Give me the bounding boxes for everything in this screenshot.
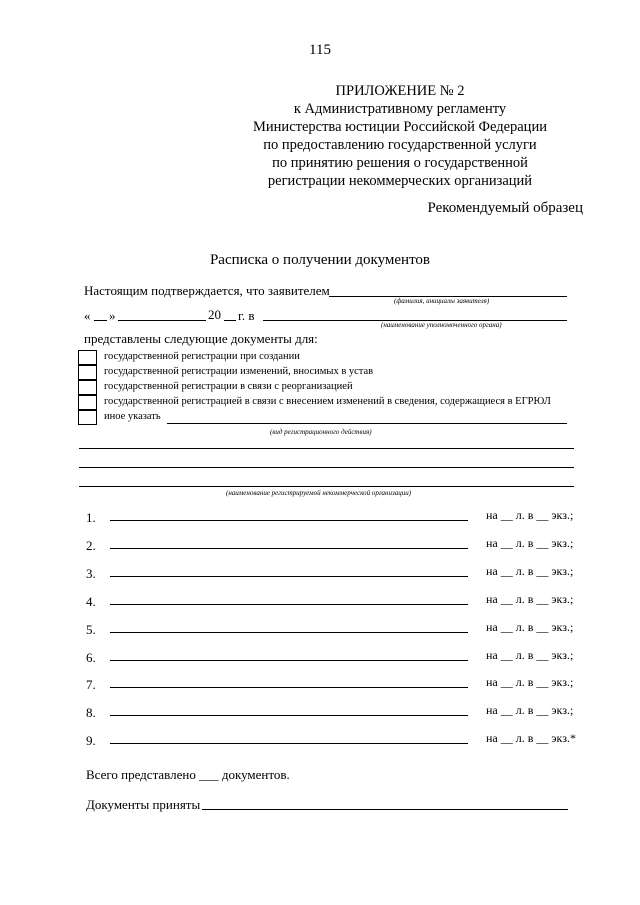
appendix-line: регистрации некоммерческих организаций (267, 173, 533, 189)
option-label: государственной регистрации в связи с реорганизацией (104, 381, 353, 392)
recommended-sample-label: Рекомендуемый образец (427, 200, 583, 216)
checkbox-other[interactable] (78, 410, 97, 425)
item-number: 9. (86, 733, 96, 748)
year-field[interactable] (224, 320, 236, 321)
month-field[interactable] (118, 320, 206, 321)
item-name-field[interactable] (110, 660, 468, 661)
org-name-line[interactable] (79, 467, 574, 468)
date-close-quote: » (109, 308, 116, 323)
item-quantity: на __ л. в __ экз.* (486, 731, 576, 745)
submitted-text: представлены следующие документы для: (84, 331, 318, 346)
checkbox-egrul-changes[interactable] (78, 395, 97, 410)
item-quantity: на __ л. в __ экз.; (486, 648, 574, 662)
item-number: 3. (86, 566, 96, 581)
total-suffix: документов. (221, 767, 290, 782)
item-number: 5. (86, 622, 96, 637)
item-name-field[interactable] (110, 632, 468, 633)
item-name-field[interactable] (110, 576, 468, 577)
page-number: 115 (309, 42, 331, 58)
total-submitted (86, 767, 290, 783)
item-number: 7. (86, 677, 96, 692)
option-label: государственной регистрации изменений, вносимых в устав (104, 366, 374, 377)
caption-action: (вид регистрационного действия) (270, 428, 372, 436)
option-label: государственной регистрации при создании (104, 351, 300, 362)
appendix-line: по принятию решения о государственной (272, 155, 528, 171)
day-field[interactable] (94, 320, 107, 321)
item-name-field[interactable] (110, 687, 468, 688)
item-quantity: на __ л. в __ экз.; (486, 564, 574, 578)
total-prefix: Всего представлено (86, 767, 196, 782)
year-prefix: 20 (208, 307, 221, 322)
appendix-line: по предоставлению государственной услуги (263, 137, 537, 153)
item-name-field[interactable] (110, 548, 468, 549)
item-name-field[interactable] (110, 520, 468, 521)
checkbox-charter-changes[interactable] (78, 365, 97, 380)
item-quantity: на __ л. в __ экз.; (486, 620, 574, 634)
appendix-line: к Административному регламенту (293, 101, 507, 117)
document-title: Расписка о получении документов (209, 252, 431, 268)
item-quantity: на __ л. в __ экз.; (486, 508, 574, 522)
item-number: 4. (86, 594, 96, 609)
caption-org: (наименование регистрируемой некоммерческой организации) (226, 489, 412, 497)
appendix-line: Министерства юстиции Российской Федерации (253, 119, 547, 135)
org-name-line[interactable] (79, 486, 574, 487)
item-name-field[interactable] (110, 715, 468, 716)
accepted-label: Документы приняты (86, 797, 201, 812)
other-specify-field[interactable] (167, 423, 567, 424)
item-number: 8. (86, 705, 96, 720)
confirm-text: Настоящим подтверждается, что заявителем (84, 283, 330, 298)
caption-applicant: (фамилия, инициалы заявителя) (394, 297, 490, 305)
org-name-line[interactable] (79, 448, 574, 449)
year-suffix: г. в (238, 308, 255, 323)
checkbox-reorganization[interactable] (78, 380, 97, 395)
item-name-field[interactable] (110, 604, 468, 605)
option-label: иное указать (104, 411, 161, 422)
item-quantity: на __ л. в __ экз.; (486, 592, 574, 606)
option-label: государственной регистрацией в связи с внесением изменений в сведения, содержащиеся в ЕГРЮЛ (104, 396, 551, 407)
item-quantity: на __ л. в __ экз.; (486, 536, 574, 550)
item-name-field[interactable] (110, 743, 468, 744)
item-number: 2. (86, 538, 96, 553)
checkbox-creation[interactable] (78, 350, 97, 365)
caption-authority: (наименование уполномоченного органа) (381, 321, 502, 329)
item-number: 1. (86, 510, 96, 525)
item-number: 6. (86, 650, 96, 665)
total-count-field[interactable]: ___ (199, 767, 219, 782)
accepted-by-field[interactable] (202, 809, 568, 810)
item-quantity: на __ л. в __ экз.; (486, 675, 574, 689)
appendix-heading: ПРИЛОЖЕНИЕ № 2 (335, 83, 465, 99)
appendix-header (210, 82, 590, 190)
item-quantity: на __ л. в __ экз.; (486, 703, 574, 717)
date-open-quote: « (84, 308, 91, 323)
